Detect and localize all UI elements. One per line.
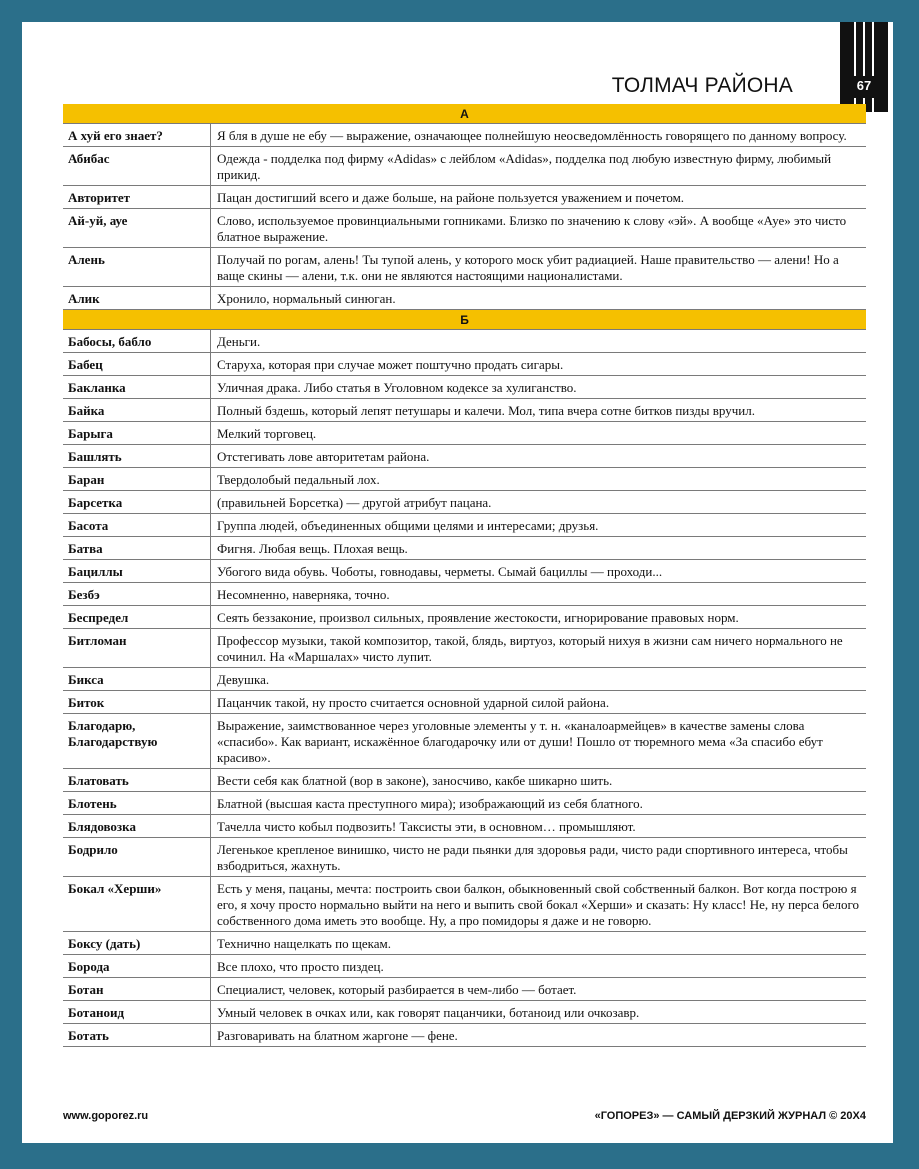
glossary-term: Бациллы [63,560,211,583]
glossary-definition: Профессор музыки, такой композитор, такой, блядь, виртуоз, который нихуя в жизни сам ничего нормального не сочинил. На «Маршалах» чисто лупит. [211,629,867,668]
glossary-table [63,104,866,1047]
glossary-definition: Одежда - подделка под фирму «Adidas» с лейблом «Adidas», подделка под любую известную фирму, любимый прикид. [211,147,867,186]
glossary-definition: Уличная драка. Либо статья в Уголовном кодексе за хулиганство. [211,376,867,399]
glossary-definition: Блатной (высшая каста преступного мира); изображающий из себя блатного. [211,792,867,815]
glossary-row [63,877,866,932]
glossary-row [63,629,866,668]
section-letter: А [63,104,866,124]
glossary-row [63,955,866,978]
glossary-term: Батва [63,537,211,560]
glossary-term: Ботать [63,1024,211,1047]
glossary-definition: Девушка. [211,668,867,691]
glossary-row [63,769,866,792]
glossary-term: Бабец [63,353,211,376]
glossary-term: Баран [63,468,211,491]
glossary-definition: Есть у меня, пацаны, мечта: построить свои балкон, обыкновенный свой собственный балкон. Вот когда построю я его, я хочу просто нормально выйти на него и выпить свой бокал «Херши» и сказать: Ну класс! Не, ну перса белого собственного дома иметь это вообще. Ну, а про помидоры я даже и не говорю. [211,877,867,932]
glossary-definition: Хронило, нормальный синюган. [211,287,867,310]
glossary-row [63,330,866,353]
glossary-row [63,1024,866,1047]
glossary-row [63,376,866,399]
glossary-row [63,691,866,714]
footer-website: www.goporez.ru [63,1110,149,1122]
glossary-term: Боксу (дать) [63,932,211,955]
glossary-term: Басота [63,514,211,537]
glossary-row [63,583,866,606]
glossary-term: Ботан [63,978,211,1001]
section-header [63,104,866,124]
glossary-row [63,838,866,877]
glossary-definition: Пацанчик такой, ну просто считается основной ударной силой района. [211,691,867,714]
glossary-definition: Несомненно, наверняка, точно. [211,583,867,606]
glossary-row [63,445,866,468]
glossary-row [63,978,866,1001]
section-header [63,310,866,330]
glossary-row [63,1001,866,1024]
tab-stripe [872,22,874,76]
glossary-term: Биток [63,691,211,714]
glossary-definition: Фигня. Любая вещь. Плохая вещь. [211,537,867,560]
glossary-term: Абибас [63,147,211,186]
glossary-row [63,468,866,491]
glossary-term: Бабосы, бабло [63,330,211,353]
glossary-definition: Отстегивать лове авторитетам района. [211,445,867,468]
glossary-definition: Убогого вида обувь. Чоботы, говнодавы, черметы. Сымай бациллы — проходи... [211,560,867,583]
tab-stripe [854,22,856,76]
glossary-row [63,537,866,560]
glossary-definition: Твердолобый педальный лох. [211,468,867,491]
glossary-row [63,124,866,147]
glossary-row [63,248,866,287]
glossary-term: Блатовать [63,769,211,792]
glossary-definition: Слово, используемое провинциальными гопниками. Близко по значению к слову «эй». А вообще «Ауе» это чисто блатное выражение. [211,209,867,248]
glossary-row [63,399,866,422]
glossary-row [63,491,866,514]
glossary-term: Бодрило [63,838,211,877]
glossary-definition: Получай по рогам, алень! Ты тупой алень, у которого моск убит радиацией. Наше правительство — алени! Но а ваще скины — алени, т.к. они не являются настоящими националистами. [211,248,867,287]
glossary-definition: Я бля в душе не ебу — выражение, означающее полнейшую неосведомлённость говорящего по данному вопросу. [211,124,867,147]
glossary-term: Борода [63,955,211,978]
glossary-row [63,186,866,209]
glossary-definition: Полный бздешь, который лепят петушары и калечи. Мол, типа вчера сотне битков пизды вручил. [211,399,867,422]
glossary-definition: (правильней Борсетка) — другой атрибут пацана. [211,491,867,514]
page-number-tab [840,22,888,112]
glossary-term: Блядовозка [63,815,211,838]
glossary-term: Барыга [63,422,211,445]
glossary-term: Блотень [63,792,211,815]
page-number: 67 [856,78,872,93]
glossary-definition: Специалист, человек, который разбирается в чем-либо — ботает. [211,978,867,1001]
glossary-term: Ай-уй, ауе [63,209,211,248]
glossary-definition: Технично нащелкать по щекам. [211,932,867,955]
glossary-term: Ботаноид [63,1001,211,1024]
glossary-definition: Разговаривать на блатном жаргоне — фене. [211,1024,867,1047]
glossary-term: Битломан [63,629,211,668]
glossary-definition: Мелкий торговец. [211,422,867,445]
glossary-term: Бокал «Херши» [63,877,211,932]
glossary-row [63,714,866,769]
glossary-term: Благодарю, Благодарствую [63,714,211,769]
glossary-definition: Сеять беззаконие, произвол сильных, проявление жестокости, игнорирование правовых норм. [211,606,867,629]
tab-stripe [863,22,865,76]
magazine-page [22,22,893,1143]
glossary-row [63,815,866,838]
glossary-term: Байка [63,399,211,422]
glossary-row [63,353,866,376]
glossary-row [63,209,866,248]
section-letter: Б [63,310,866,330]
glossary-definition: Все плохо, что просто пиздец. [211,955,867,978]
glossary-term: Беспредел [63,606,211,629]
glossary-row [63,514,866,537]
page-title: ТОЛМАЧ РАЙОНА [611,74,793,97]
glossary-definition: Легенькое крепленое винишко, чисто не ради пьянки для здоровья ради, чисто ради спортивного интереса, чтобы взбодриться, жахнуть. [211,838,867,877]
glossary-definition: Пацан достигший всего и даже больше, на районе пользуется уважением и почетом. [211,186,867,209]
glossary-definition: Группа людей, объединенных общими целями и интересами; друзья. [211,514,867,537]
glossary-term: А хуй его знает? [63,124,211,147]
glossary-term: Безбэ [63,583,211,606]
glossary-definition: Деньги. [211,330,867,353]
glossary-definition: Вести себя как блатной (вор в законе), заносчиво, какбе шикарно шить. [211,769,867,792]
glossary-term: Бакланка [63,376,211,399]
footer-copyright: «ГОПОРЕЗ» — САМЫЙ ДЕРЗКИЙ ЖУРНАЛ © 20X4 [594,1110,866,1122]
glossary-row [63,792,866,815]
glossary-definition: Умный человек в очках или, как говорят пацанчики, ботаноид или очкозавр. [211,1001,867,1024]
glossary-body [63,104,866,1047]
glossary-term: Авторитет [63,186,211,209]
glossary-term: Алик [63,287,211,310]
glossary-row [63,932,866,955]
glossary-row [63,560,866,583]
glossary-row [63,147,866,186]
glossary-term: Барсетка [63,491,211,514]
glossary-row [63,668,866,691]
glossary-term: Башлять [63,445,211,468]
glossary-row [63,606,866,629]
glossary-definition: Выражение, заимствованное через уголовные элементы у т. н. «каналоармейцев» в качестве замены слова «спасибо». Как вариант, искажённое благодарочку или от души! Пошло от тюремного мема «За спасибо ебут красиво». [211,714,867,769]
glossary-row [63,287,866,310]
glossary-row [63,422,866,445]
glossary-term: Бикса [63,668,211,691]
glossary-definition: Старуха, которая при случае может поштучно продать сигары. [211,353,867,376]
glossary-definition: Тачелла чисто кобыл подвозить! Таксисты эти, в основном… промышляют. [211,815,867,838]
tab-stripe [872,98,874,112]
glossary-term: Алень [63,248,211,287]
